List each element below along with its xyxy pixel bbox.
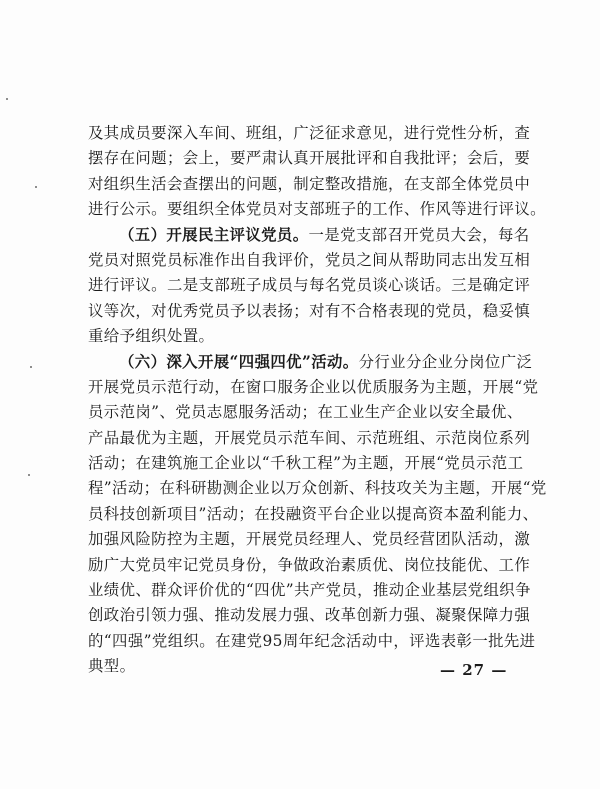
text-line: 的“四强”党组织。在建党95周年纪念活动中，评选表彰一批先进 [88,631,536,650]
text-run: 一是党支部召开党员大会，每名 [308,225,530,244]
text-line: 程”活动；在科研勘测企业以万众创新、科技攻关为主题，开展“党 [88,479,547,498]
text-line: 进行评议。二是支部班子成员与每名党员谈心谈话。三是确定评 [88,276,531,295]
text-line: 开展党员示范行动，在窗口服务企业以优质服务为主题，开展“党 [88,377,539,396]
section-heading: （五）开展民主评议党员。 [119,225,309,244]
paragraph-four-strong-four-excellent [88,350,547,680]
text-line: 重给予组织处置。 [88,327,215,346]
text-line: 进行公示。要组织全体党员对支部班子的工作、作风等进行评议。 [88,200,546,219]
text-line: 党员对照党员标准作出自我评价，党员之间从帮助同志出发互相 [88,250,531,269]
text-line [88,223,530,248]
paragraph-org-life-meeting [88,121,546,223]
text-line: 员示范岗”、党员志愿服务活动；在工业生产企业以安全最优、 [88,403,523,422]
scan-speck [35,186,37,188]
text-line: 活动；在建筑施工企业以“千秋工程”为主题，开展“党员示范工 [88,454,524,473]
text-line: 及其成员要深入车间、班组，广泛征求意见，进行党性分析，查 [88,124,531,142]
text-line: 加强风险防控为主题，开展党员经理人、党员经营团队活动，激 [88,530,531,549]
scan-speck [6,98,8,100]
text-line: 励广大党员牢记党员身份，争做政治素质优、岗位技能优、工作 [88,555,531,574]
paragraph-democratic-appraisal [88,223,531,350]
page-number: — 27 — [440,661,508,679]
text-line: 业绩优、群众评价优的“四优”共产党员，推动企业基层党组织争 [88,581,531,600]
body-text [88,121,547,680]
section-heading: （六）深入开展“四强四优”活动。 [119,352,359,371]
text-line [88,350,533,375]
text-line: 对组织生活会查摆出的问题，制定整改措施，在支部全体党员中 [88,174,531,193]
scan-speck [28,474,30,476]
text-line: 员科技创新项目”活动；在投融资平台企业以提高资本盈利能力、 [88,504,539,523]
text-line: 摆存在问题；会上，要严肃认真开展批评和自我批评；会后，要 [88,149,531,168]
scan-speck [30,366,32,368]
text-line: 产品最优为主题，开展党员示范车间、示范班组、示范岗位系列 [88,428,531,447]
text-line: 典型。 [88,657,136,676]
text-line: 创政治引领力强、推动发展力强、改革创新力强、凝聚保障力强 [88,606,531,625]
text-line: 议等次，对优秀党员予以表扬；对有不合格表现的党员，稳妥慎 [88,301,531,320]
text-run: 分行业分企业分岗位广泛 [358,352,533,371]
